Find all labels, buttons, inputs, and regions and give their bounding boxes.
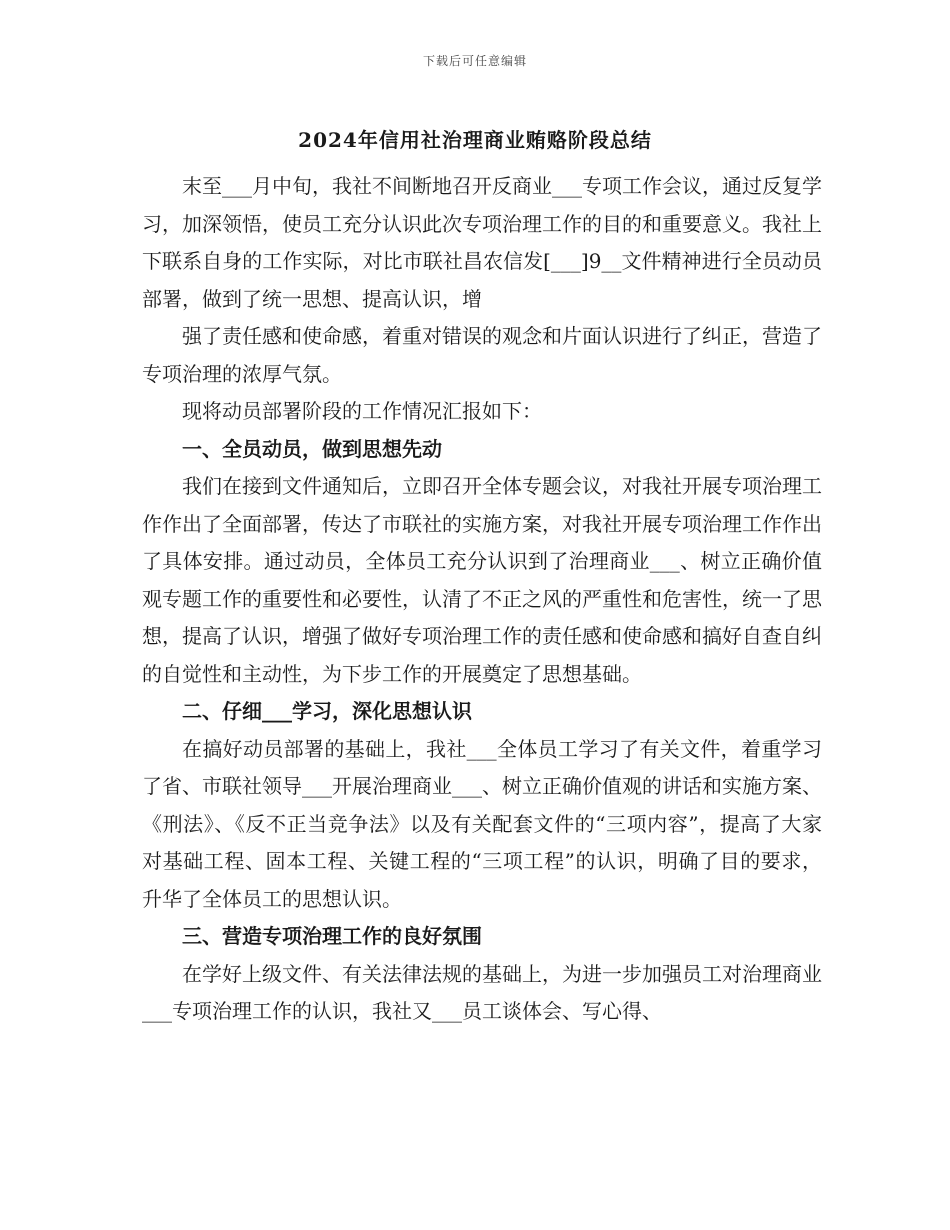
paragraph-6: 在学好上级文件、有关法律法规的基础上，为进一步加强员工对治理商业___专项治理工作的认识，我社又___员工谈体会、写心得、 — [142, 961, 822, 1023]
section-heading-3: 三、营造专项治理工作的良好氛围 — [182, 924, 482, 948]
section-heading-1: 一、全员动员，做到思想先动 — [182, 436, 442, 461]
document-title: 2024年信用社治理商业贿赂阶段总结 — [298, 128, 652, 152]
document-body — [142, 168, 822, 1031]
paragraph-3: 现将动员部署阶段的工作情况汇报如下： — [182, 399, 542, 423]
paragraph-5: 在搞好动员部署的基础上，我社___全体员工学习了有关文件，着重学习了省、市联社领导___开展治理商业___、树立正确价值观的讲话和实施方案、《刑法》、《反不正当竞争法》以及有关配套文件的“三项内容”，提高了大家对基础工程、固本工程、关键工程的“三项工程”的认识，明确了目的要求，升华了全体员工的思想认识。 — [142, 736, 822, 911]
section-heading-2: 二、仔细___学习，深化思想认识 — [182, 699, 472, 723]
header-note: 下载后可任意编辑 — [422, 54, 527, 68]
paragraph-4: 我们在接到文件通知后，立即召开全体专题会议，对我社开展专项治理工作作出了全面部署，传达了市联社的实施方案，对我社开展专项治理工作作出了具体安排。通过动员，全体员工充分认识到了治理商业___、树立正确价值观专题工作的重要性和必要性，认清了不正之风的严重性和危害性，统一了思想，提高了认识，增强了做好专项治理工作的责任感和使命感和搞好自查自纠的自觉性和主动性，为下步工作的开展奠定了思想基础。 — [142, 474, 822, 686]
paragraph-2: 强了责任感和使命感，着重对错误的观念和片面认识进行了纠正，营造了专项治理的浓厚气氛。 — [142, 324, 822, 386]
paragraph-1: 末至___月中旬，我社不间断地召开反商业___专项工作会议，通过反复学习，加深领悟，使员工充分认识此次专项治理工作的目的和重要意义。我社上下联系自身的工作实际，对比市联社昌农信发[___]9__文件精神进行全员动员部署，做到了统一思想、提高认识，增 — [142, 174, 822, 311]
